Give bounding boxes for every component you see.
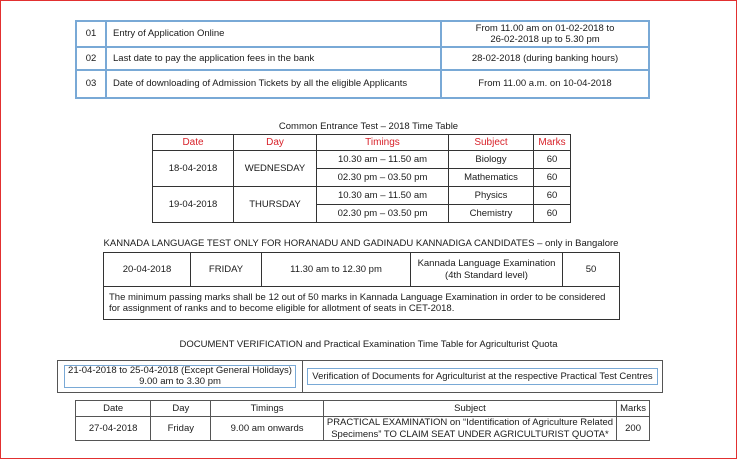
kannada-title: KANNADA LANGUAGE TEST ONLY FOR HORANADU AND GADINADU KANNADIGA CANDIDATES – only in Bangalore <box>103 238 619 249</box>
event-date <box>441 21 649 47</box>
practical-day: Friday <box>151 417 211 441</box>
row-number: 02 <box>76 47 106 70</box>
event-date-line: 26-02-2018 up to 5.30 pm <box>490 34 600 45</box>
header-day: Day <box>234 135 317 151</box>
doc-verification-date-line: 21-04-2018 to 25-04-2018 (Except General Holidays) <box>68 364 292 376</box>
table-row <box>153 151 571 169</box>
doc-verification-date <box>58 361 303 393</box>
exam-subject: Physics <box>449 187 534 205</box>
exam-day: WEDNESDAY <box>234 151 317 187</box>
kannada-date: 20-04-2018 <box>104 253 191 287</box>
table-header-row <box>76 401 650 417</box>
header-marks: Marks <box>534 135 571 151</box>
kannada-timing: 11.30 am to 12.30 pm <box>262 253 411 287</box>
table-row <box>153 187 571 205</box>
practical-date: 27-04-2018 <box>76 417 151 441</box>
header-timings: Timings <box>317 135 449 151</box>
kannada-note-line: The minimum passing marks shall be 12 out of 50 marks in Kannada Language Examination in order to be considered <box>109 291 606 303</box>
doc-verification-title: DOCUMENT VERIFICATION and Practical Examination Time Table for Agriculturist Quota <box>179 339 558 350</box>
exam-date: 18-04-2018 <box>153 151 234 187</box>
doc-verification-date-line: 9.00 am to 3.30 pm <box>139 375 221 387</box>
header-day: Day <box>151 401 211 417</box>
exam-timing: 10.30 am – 11.50 am <box>317 151 449 169</box>
practical-timing: 9.00 am onwards <box>211 417 323 441</box>
exam-timing: 02.30 pm – 03.50 pm <box>317 169 449 187</box>
practical-exam-table <box>75 400 650 441</box>
event-date: From 11.00 a.m. on 10-04-2018 <box>441 70 649 98</box>
doc-verification-date-box <box>64 365 296 389</box>
kannada-test-table <box>103 252 620 320</box>
exam-marks: 60 <box>534 187 571 205</box>
event-date: 28-02-2018 (during banking hours) <box>441 47 649 70</box>
header-timings: Timings <box>211 401 323 417</box>
exam-marks: 60 <box>534 151 571 169</box>
exam-marks: 60 <box>534 169 571 187</box>
table-row <box>76 417 650 441</box>
event-label: Date of downloading of Admission Tickets by all the eligible Applicants <box>106 70 441 98</box>
header-subject: Subject <box>323 401 616 417</box>
cet-title: Common Entrance Test – 2018 Time Table <box>278 121 459 132</box>
event-label: Entry of Application Online <box>106 21 441 47</box>
event-label: Last date to pay the application fees in the bank <box>106 47 441 70</box>
schedule-table <box>75 20 650 99</box>
row-number: 03 <box>76 70 106 98</box>
header-marks: Marks <box>617 401 650 417</box>
exam-timing: 10.30 am – 11.50 am <box>317 187 449 205</box>
table-row <box>76 70 649 98</box>
doc-verification-description <box>303 361 663 393</box>
practical-subject-line: Specimens” TO CLAIM SEAT UNDER AGRICULTURIST QUOTA* <box>331 428 609 440</box>
table-row <box>76 47 649 70</box>
kannada-marks: 50 <box>563 253 620 287</box>
header-date: Date <box>153 135 234 151</box>
table-header-row <box>153 135 571 151</box>
kannada-subject <box>411 253 563 287</box>
row-number: 01 <box>76 21 106 47</box>
kannada-subject-line: (4th Standard level) <box>445 269 528 281</box>
table-row <box>58 361 663 393</box>
doc-verification-table <box>57 360 663 393</box>
doc-verification-description-text: Verification of Documents for Agriculturist at the respective Practical Test Centres <box>307 368 657 385</box>
kannada-subject-line: Kannada Language Examination <box>417 258 556 270</box>
header-subject: Subject <box>449 135 534 151</box>
kannada-day: FRIDAY <box>191 253 262 287</box>
practical-subject <box>323 417 616 441</box>
exam-subject: Mathematics <box>449 169 534 187</box>
table-row <box>104 287 620 320</box>
exam-day: THURSDAY <box>234 187 317 223</box>
header-date: Date <box>76 401 151 417</box>
table-row <box>76 21 649 47</box>
event-date-line: From 11.00 am on 01-02-2018 to <box>475 22 615 34</box>
cet-timetable <box>152 134 571 223</box>
exam-subject: Biology <box>449 151 534 169</box>
kannada-note-line: for assignment of ranks and to become eligible for allotment of seats in CET-2018. <box>109 303 455 314</box>
practical-subject-line: PRACTICAL EXAMINATION on “Identification of Agriculture Related <box>326 417 614 429</box>
exam-date: 19-04-2018 <box>153 187 234 223</box>
kannada-note <box>104 287 620 320</box>
table-row <box>104 253 620 287</box>
exam-timing: 02.30 pm – 03.50 pm <box>317 205 449 223</box>
practical-marks: 200 <box>617 417 650 441</box>
exam-marks: 60 <box>534 205 571 223</box>
exam-subject: Chemistry <box>449 205 534 223</box>
